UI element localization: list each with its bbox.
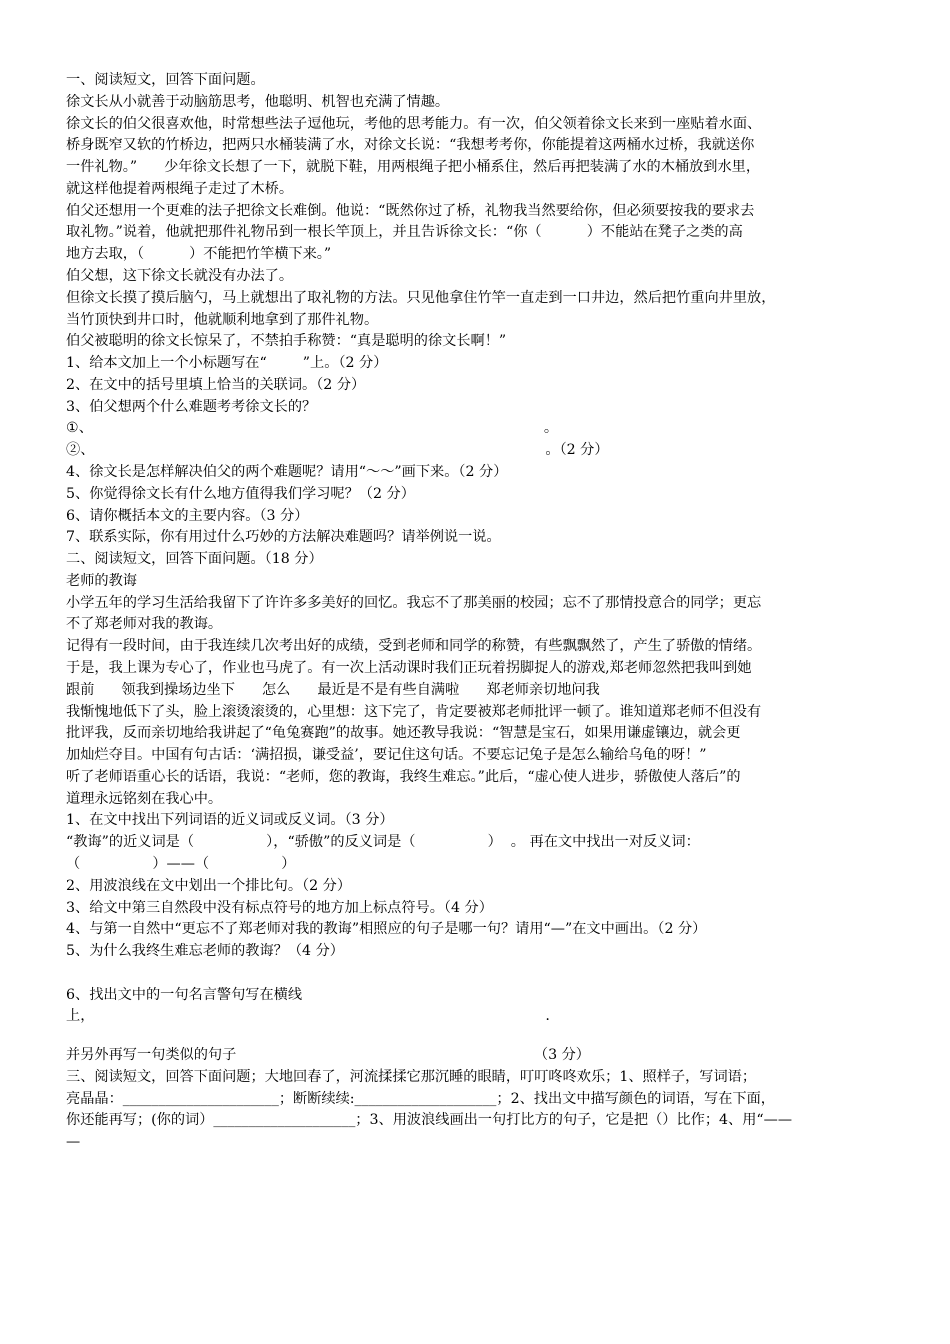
text-line: 于是，我上课为专心了，作业也马虎了。有一次上活动课时我们正玩着拐脚捉人的游戏,郑老师忽然把我叫到她 bbox=[66, 660, 752, 676]
question-line: 6、找出文中的一句名言警句写在横线 bbox=[66, 987, 303, 1003]
text-line: 亮晶晶：______________________；断断续续:____________________；2、找出文中描写颜色的词语，写在下面， bbox=[66, 1091, 775, 1107]
section-heading: 三、阅读短文，回答下面问题；大地回春了，河流揉揉它那沉睡的眼睛，叮叮咚咚欢乐；1、照样子，写词语； bbox=[66, 1069, 757, 1085]
text-line: 我惭愧地低下了头，脸上滚烫滚烫的，心里想：这下完了，肯定要被郑老师批评一顿了。谁知道郑老师不但没有 bbox=[66, 704, 762, 720]
text-line: 一、阅读短文，回答下面问题。 bbox=[66, 72, 265, 88]
question-line: 7、联系实际，你有用过什么巧妙的方法解决难题吗？请举例说一说。 bbox=[66, 529, 501, 545]
text-line: 但徐文长摸了摸后脑勺，马上就想出了取礼物的方法。只见他拿住竹竿一直走到一口井边，然后把竹重向井里放， bbox=[66, 290, 776, 306]
text-line: 跟前 领我到操场边坐下 怎么 最近是不是有些自满啦 郑老师亲切地问我 bbox=[66, 682, 600, 698]
text-line: 伯父还想用一个更难的法子把徐文长难倒。他说：“既然你过了桥，礼物我当然要给你，但必须要按我的要求去 bbox=[66, 203, 755, 219]
text-line: 地方去取，（ ）不能把竹竿横下来。” bbox=[66, 246, 332, 262]
answer-line: （ ）——（ ） bbox=[66, 856, 296, 872]
text-line: 小学五年的学习生活给我留下了许许多多美好的回忆。我忘不了那美丽的校园；忘不了那情投意合的同学；更忘 bbox=[66, 595, 762, 611]
text-line: 桥身既窄又软的竹桥边，把两只水桶装满了水，对徐文长说：“我想考考你，你能提着这两桶水过桥，我就送你 bbox=[66, 137, 755, 153]
text-line: 记得有一段时间，由于我连续几次考出好的成绩，受到老师和同学的称赞，有些飘飘然了，产生了骄傲的情绪。 bbox=[66, 638, 762, 654]
question-line: 1、给本文加上一个小标题写在“ ”上。（2 分） bbox=[66, 355, 388, 371]
text-line: 取礼物。”说着，他就把那件礼物吊到一根长竿顶上，并且告诉徐文长：“你（ ）不能站在凳子之类的高 bbox=[66, 224, 743, 240]
question-line: 5、你觉得徐文长有什么地方值得我们学习呢？（2 分） bbox=[66, 486, 415, 502]
question-line: 2、用波浪线在文中划出一个排比句。（2 分） bbox=[66, 878, 352, 894]
question-line: 2、在文中的括号里填上恰当的关联词。（2 分） bbox=[66, 377, 366, 393]
text-line: — bbox=[66, 1134, 81, 1150]
text-line: 道理永远铭刻在我心中。 bbox=[66, 791, 223, 807]
text-line: 你还能再写；(你的词）____________________；3、用波浪线画出一句打比方的句子，它是把（）比作；4、用“—— bbox=[66, 1112, 793, 1128]
question-line: “教诲”的近义词是（ ），“骄傲”的反义词是（ ） 。 再在文中找出一对反义词： bbox=[66, 834, 700, 850]
question-line: 4、与第一自然中“更忘不了郑老师对我的教诲”相照应的句子是哪一句？请用“—”在文中画出。（2 分） bbox=[66, 921, 707, 937]
text-line: 听了老师语重心长的话语，我说：“老师，您的教诲，我终生难忘。”此后，“虚心使人进步，骄傲使人落后”的 bbox=[66, 769, 741, 785]
section-heading: 二、阅读短文，回答下面问题。（18 分） bbox=[66, 551, 323, 567]
question-line: 1、在文中找出下列词语的近义词或反义词。（3 分） bbox=[66, 812, 394, 828]
answer-line: ②、 。（2 分） bbox=[66, 442, 609, 458]
text-line: 一件礼物。” 少年徐文长想了一下，就脱下鞋，用两根绳子把小桶系住，然后再把装满了水的木桶放到水里， bbox=[66, 159, 761, 175]
text-line: 加灿烂夺目。中国有句古话：‘满招损，谦受益’，要记住这句话。不要忘记兔子是怎么输给乌龟的呀！” bbox=[66, 747, 707, 763]
question-line: 3、给文中第三自然段中没有标点符号的地方加上标点符号。（4 分） bbox=[66, 900, 493, 916]
text-line: 就这样他提着两根绳子走过了木桥。 bbox=[66, 181, 294, 197]
text-line: 伯父想，这下徐文长就没有办法了。 bbox=[66, 268, 294, 284]
text-line: 当竹顶快到井口时，他就顺利地拿到了那件礼物。 bbox=[66, 312, 379, 328]
question-line: 4、徐文长是怎样解决伯父的两个难题呢？请用“～～”画下来。（2 分） bbox=[66, 464, 508, 480]
question-line: 5、为什么我终生难忘老师的教诲？（4 分） bbox=[66, 943, 344, 959]
text-line: 徐文长从小就善于动脑筋思考，他聪明、机智也充满了情趣。 bbox=[66, 94, 450, 110]
text-line: 不了郑老师对我的教诲。 bbox=[66, 616, 223, 632]
answer-line: 上， . bbox=[66, 1008, 550, 1024]
question-line: 并另外再写一句类似的句子 （3 分） bbox=[66, 1047, 590, 1063]
text-line: 伯父被聪明的徐文长惊呆了，不禁拍手称赞：“真是聪明的徐文长啊！” bbox=[66, 333, 507, 349]
question-line: 6、请你概括本文的主要内容。（3 分） bbox=[66, 508, 309, 524]
text-line: 批评我，反而亲切地给我讲起了“龟兔赛跑”的故事。她还教导我说：“智慧是宝石，如果用谦虚镶边，就会更 bbox=[66, 725, 741, 741]
answer-line: ①、 。 bbox=[66, 420, 559, 436]
passage-title: 老师的教诲 bbox=[66, 573, 137, 589]
question-line: 3、伯父想两个什么难题考考徐文长的？ bbox=[66, 399, 317, 415]
text-line: 徐文长的伯父很喜欢他，时常想些法子逗他玩，考他的思考能力。有一次，伯父领着徐文长来到一座贴着水面、 bbox=[66, 116, 762, 132]
